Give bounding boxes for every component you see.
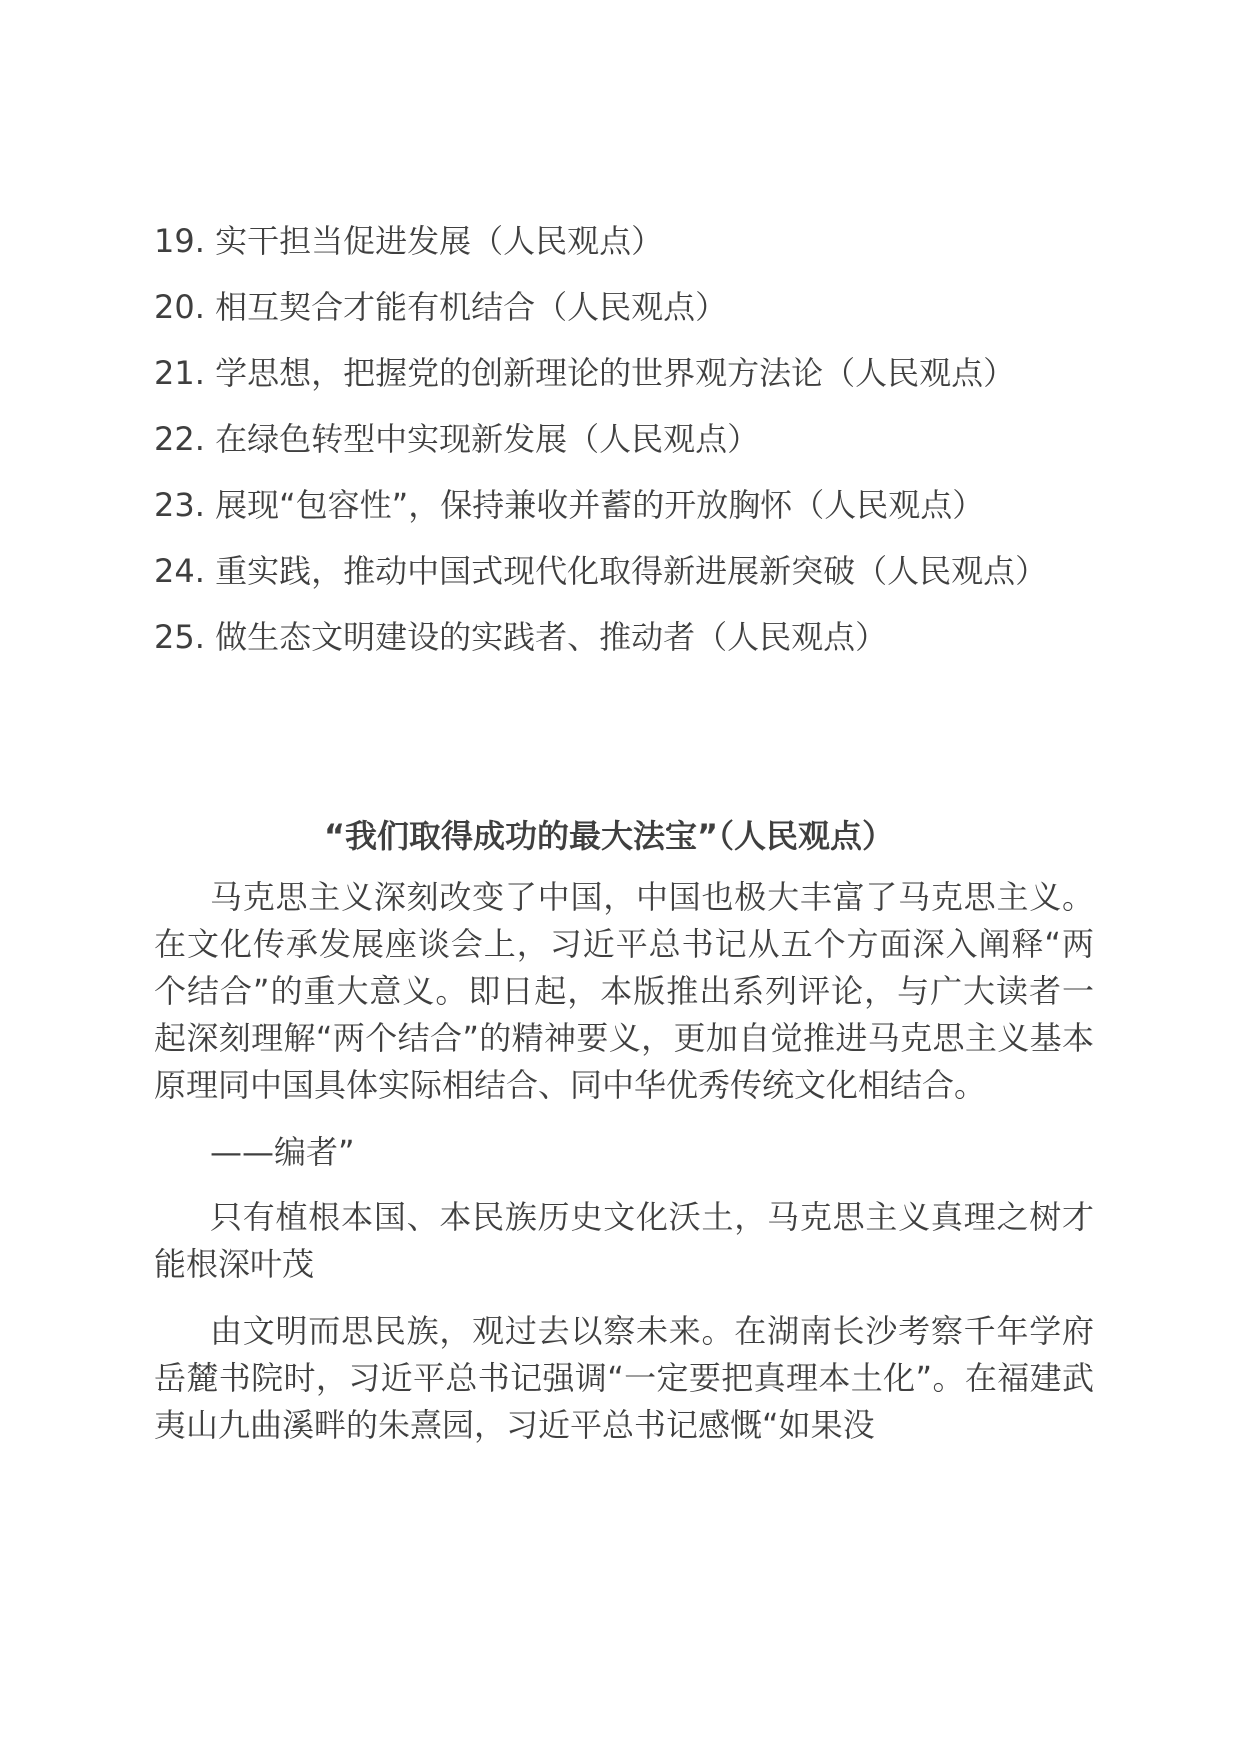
list-item-number: 21. <box>154 354 205 392</box>
list-item-number: 22. <box>154 420 205 458</box>
list-item <box>154 604 1114 670</box>
list-item-title: 相互契合才能有机结合（人民观点） <box>215 288 728 326</box>
section-subheading: 只有植根本国、本民族历史文化沃土，马克思主义真理之树才能根深叶茂 <box>154 1198 1094 1283</box>
list-item-title: 学思想，把握党的创新理论的世界观方法论（人民观点） <box>215 354 1016 392</box>
article-title: “我们取得成功的最大法宝”（人民观点） <box>323 817 895 855</box>
list-item <box>154 538 1114 604</box>
list-item-number: 19. <box>154 222 205 260</box>
editor-signature: ——编者” <box>210 1133 355 1171</box>
body-paragraph: 由文明而思民族，观过去以察未来。在湖南长沙考察千年学府岳麓书院时，习近平总书记强调“一定要把真理本土化”。在福建武夷山九曲溪畔的朱熹园，习近平总书记感慨“如果没 <box>154 1312 1094 1444</box>
list-item <box>154 406 1114 472</box>
article <box>154 808 1094 1469</box>
list-item-title: 做生态文明建设的实践者、推动者（人民观点） <box>215 618 888 656</box>
list-item <box>154 472 1114 538</box>
editor-note-paragraph: 马克思主义深刻改变了中国，中国也极大丰富了马克思主义。在文化传承发展座谈会上，习近平总书记从五个方面深入阐释“两个结合”的重大意义。即日起，本版推出系列评论，与广大读者一起深刻理解“两个结合”的精神要义，更加自觉推进马克思主义基本原理同中国具体实际相结合、同中华优秀传统文化相结合。 <box>154 878 1094 1104</box>
list-item <box>154 340 1114 406</box>
list-item-number: 24. <box>154 552 205 590</box>
list-item-title: 在绿色转型中实现新发展（人民观点） <box>215 420 760 458</box>
list-item-number: 23. <box>154 486 205 524</box>
list-item-number: 25. <box>154 618 205 656</box>
list-item-title: 展现“包容性”，保持兼收并蓄的开放胸怀（人民观点） <box>215 486 985 524</box>
list-item-title: 重实践，推动中国式现代化取得新进展新突破（人民观点） <box>215 552 1048 590</box>
list-item-title: 实干担当促进发展（人民观点） <box>215 222 664 260</box>
list-item <box>154 274 1114 340</box>
article-list <box>154 208 1114 670</box>
list-item <box>154 208 1114 274</box>
list-item-number: 20. <box>154 288 205 326</box>
